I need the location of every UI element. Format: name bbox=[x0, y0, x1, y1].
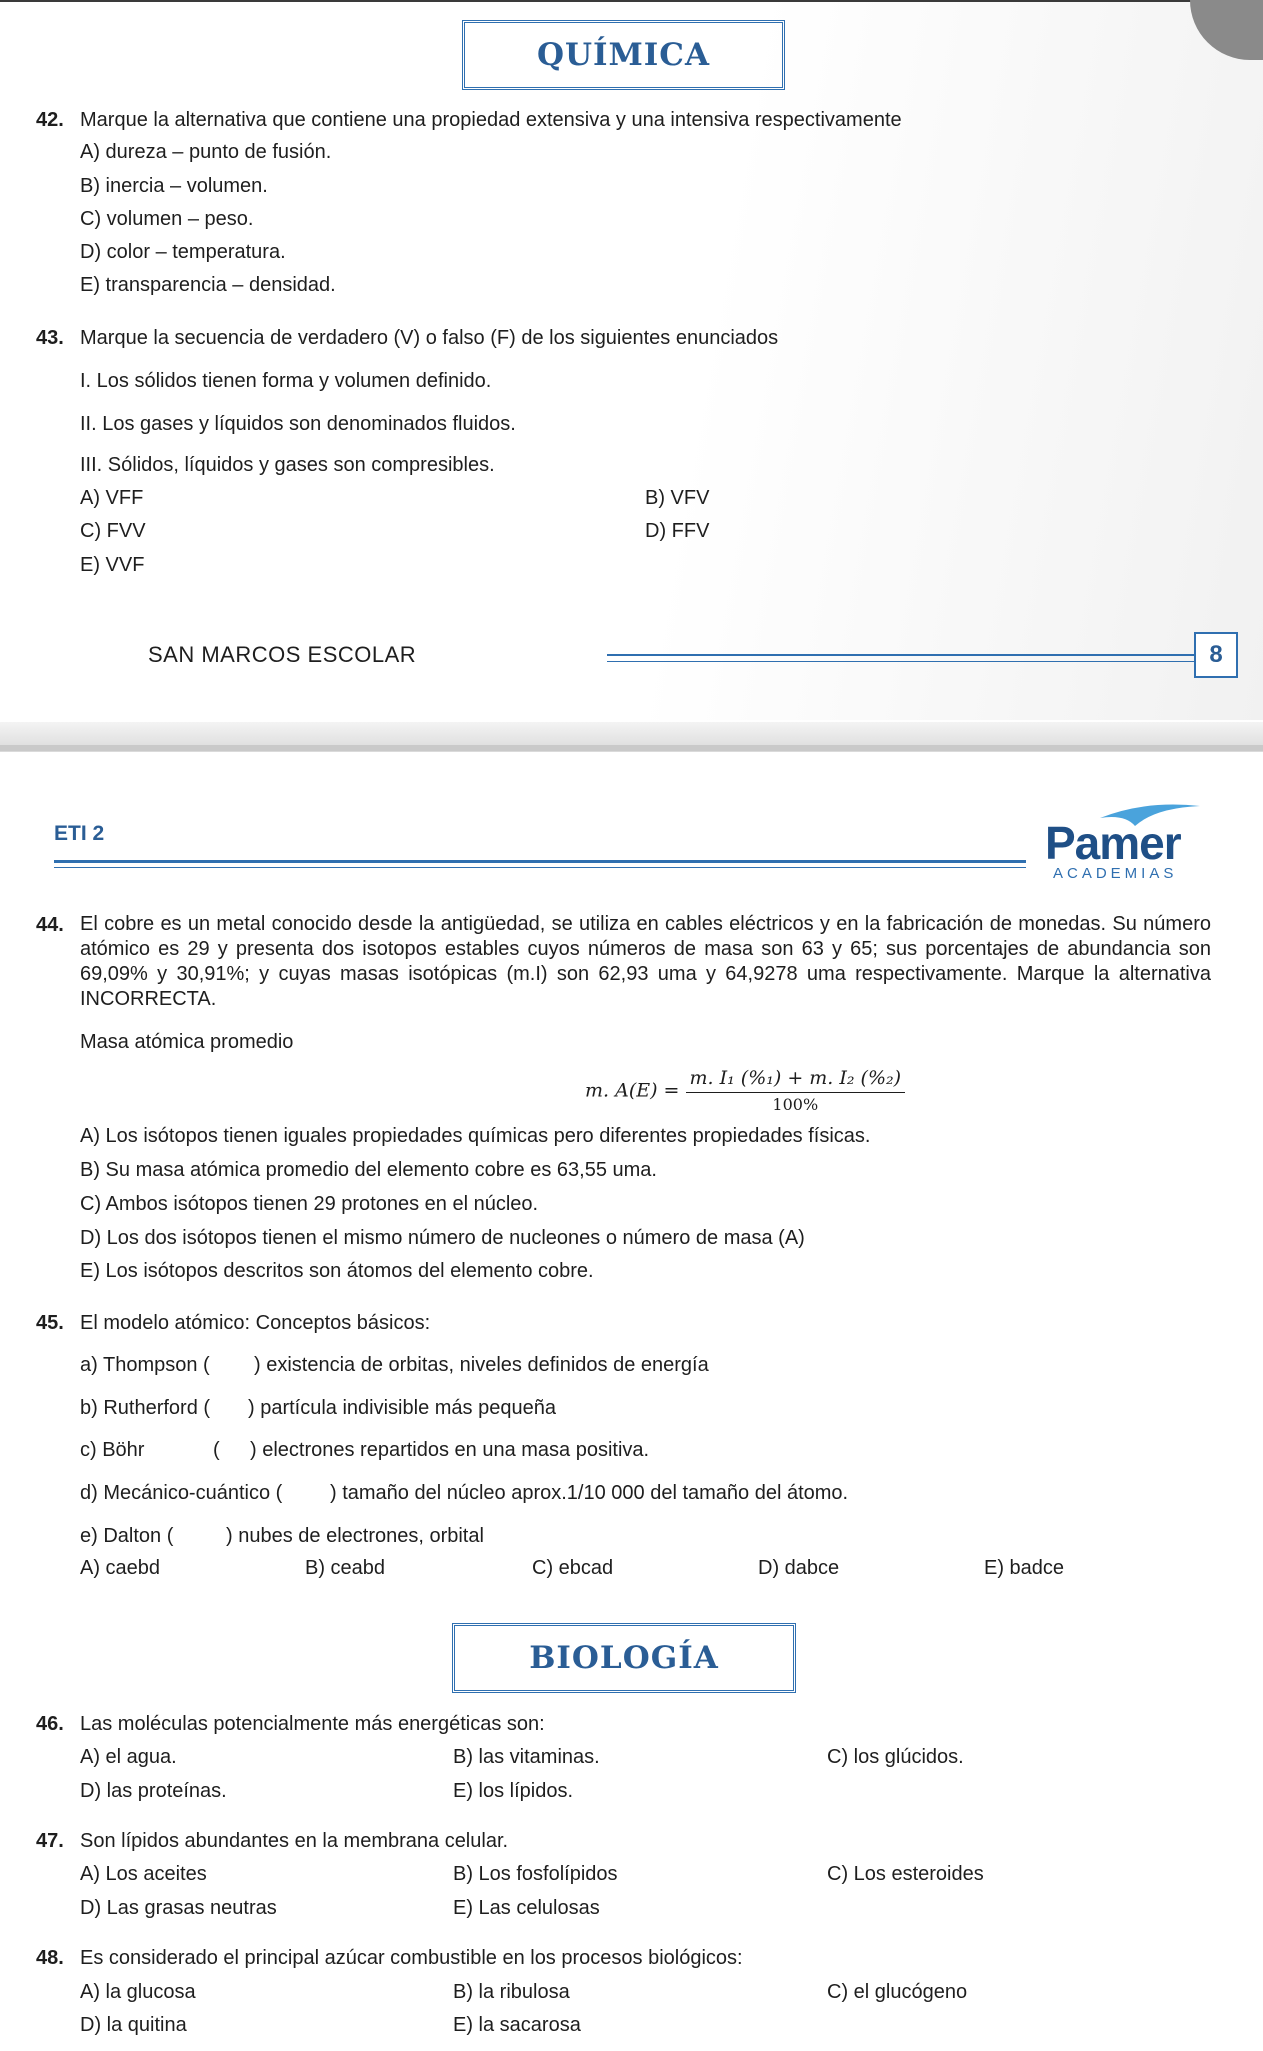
q48-option: A) la glucosa bbox=[80, 1981, 196, 2003]
q47-option: E) Las celulosas bbox=[453, 1897, 600, 1919]
q48-text: Es considerado el principal azúcar combustible en los procesos biológicos: bbox=[80, 1947, 743, 1969]
q43-number: 43. bbox=[36, 327, 64, 349]
footer-label: SAN MARCOS ESCOLAR bbox=[148, 642, 417, 667]
q46-text: Las moléculas potencialmente más energéticas son: bbox=[80, 1713, 545, 1735]
q46-option: A) el agua. bbox=[80, 1746, 177, 1768]
q45-option: D) dabce bbox=[758, 1557, 840, 1579]
section-title-quimica: QUÍMICA bbox=[462, 20, 785, 90]
q46-option: C) los glúcidos. bbox=[827, 1746, 964, 1768]
q45-item-right: ) electrones repartidos en una masa positiva. bbox=[250, 1439, 650, 1461]
q44-option: B) Su masa atómica promedio del elemento cobre es 63,55 uma. bbox=[80, 1159, 657, 1181]
q45-item-paren: ( bbox=[213, 1439, 220, 1461]
q44-text: El cobre es un metal conocido desde la antigüedad, se utiliza en cables eléctricos y en la fabricación de monedas. Su número atómico es 29 y presenta dos isotopos estables cuyos números de masa son 63 y 65; sus porcentajes de abundancia son 69,09% y 30,91%; y cuyas masas isotópicas (m.I) son 62,93 uma y 64,9278 uma respectivamente. Marque la alternativa INCORRECTA. bbox=[80, 913, 1211, 1010]
q45-item-right: ) tamaño del núcleo aprox.1/10 000 del tamaño del átomo. bbox=[330, 1482, 849, 1504]
q45-text: El modelo atómico: Conceptos básicos: bbox=[80, 1312, 431, 1334]
q48-option: E) la sacarosa bbox=[453, 2014, 581, 2036]
q47-option: A) Los aceites bbox=[80, 1863, 207, 1885]
q43-option: E) VVF bbox=[80, 554, 145, 576]
footer-rule-thin bbox=[607, 661, 1197, 662]
q47-text: Son lípidos abundantes en la membrana celular. bbox=[80, 1830, 509, 1852]
footer-rule bbox=[607, 654, 1197, 656]
q46-option: E) los lípidos. bbox=[453, 1780, 574, 1802]
q45-option: C) ebcad bbox=[532, 1557, 614, 1579]
q48-option: C) el glucógeno bbox=[827, 1981, 968, 2003]
q45-item-left: e) Dalton ( bbox=[80, 1525, 174, 1547]
q45-number: 45. bbox=[36, 1312, 64, 1334]
q44-number: 44. bbox=[36, 914, 64, 936]
formula-denominator: 100% bbox=[772, 1095, 819, 1114]
q42-option: A) dureza – punto de fusión. bbox=[80, 141, 332, 163]
logo-sub: ACADEMIAS bbox=[1053, 865, 1178, 882]
top-edge bbox=[0, 0, 1263, 2]
q43-statement: III. Sólidos, líquidos y gases son compresibles. bbox=[80, 454, 495, 476]
q43-statement: II. Los gases y líquidos son denominados fluidos. bbox=[80, 413, 516, 435]
q42-option: B) inercia – volumen. bbox=[80, 175, 268, 197]
q44-formula-label: Masa atómica promedio bbox=[80, 1031, 294, 1053]
pamer-logo bbox=[1045, 800, 1195, 885]
header-rule-thin bbox=[54, 867, 1026, 868]
q45-item-right: ) partícula indivisible más pequeña bbox=[248, 1397, 556, 1419]
q47-option: B) Los fosfolípidos bbox=[453, 1863, 618, 1885]
page-number-box bbox=[1194, 632, 1238, 678]
q43-statement: I. Los sólidos tienen forma y volumen definido. bbox=[80, 370, 492, 392]
q44-option: A) Los isótopos tienen iguales propiedades químicas pero diferentes propiedades físicas. bbox=[80, 1125, 871, 1147]
section-title-biologia: BIOLOGÍA bbox=[452, 1623, 796, 1693]
page-gap-shadow bbox=[0, 745, 1263, 751]
formula-fraction bbox=[686, 1067, 906, 1114]
formula-numerator: m. I₁ (%₁) + m. I₂ (%₂) bbox=[686, 1067, 906, 1093]
q48-number: 48. bbox=[36, 1947, 64, 1969]
q46-option: B) las vitaminas. bbox=[453, 1746, 600, 1768]
q43-option: A) VFF bbox=[80, 487, 144, 509]
q44-option: D) Los dos isótopos tienen el mismo número de nucleones o número de masa (A) bbox=[80, 1227, 805, 1249]
q45-item-left: b) Rutherford ( bbox=[80, 1397, 211, 1419]
q48-option: D) la quitina bbox=[80, 2014, 187, 2036]
formula-lhs: m. A(E) = bbox=[585, 1079, 680, 1102]
q42-option: C) volumen – peso. bbox=[80, 208, 254, 230]
q45-option: B) ceabd bbox=[305, 1557, 386, 1579]
q48-option: B) la ribulosa bbox=[453, 1981, 570, 2003]
q46-number: 46. bbox=[36, 1713, 64, 1735]
q45-item-left: a) Thompson ( bbox=[80, 1354, 210, 1376]
page-number: 8 bbox=[1209, 641, 1223, 668]
header-rule bbox=[54, 860, 1026, 863]
q47-option: D) Las grasas neutras bbox=[80, 1897, 277, 1919]
q43-option: C) FVV bbox=[80, 520, 146, 542]
q44-option: E) Los isótopos descritos son átomos del elemento cobre. bbox=[80, 1260, 594, 1282]
q44-formula bbox=[585, 1067, 905, 1114]
header-label: ETI 2 bbox=[54, 822, 105, 845]
q43-option: B) VFV bbox=[645, 487, 710, 509]
q45-item-right: ) nubes de electrones, orbital bbox=[226, 1525, 484, 1547]
q42-option: D) color – temperatura. bbox=[80, 241, 286, 263]
q42-number: 42. bbox=[36, 109, 64, 131]
q47-number: 47. bbox=[36, 1830, 64, 1852]
q45-item-left: c) Böhr bbox=[80, 1439, 145, 1461]
q42-text: Marque la alternativa que contiene una propiedad extensiva y una intensiva respectivamente bbox=[80, 109, 902, 131]
q45-option: E) badce bbox=[984, 1557, 1065, 1579]
q46-option: D) las proteínas. bbox=[80, 1780, 227, 1802]
q43-option: D) FFV bbox=[645, 520, 710, 542]
q47-option: C) Los esteroides bbox=[827, 1863, 984, 1885]
q44-option: C) Ambos isótopos tienen 29 protones en el núcleo. bbox=[80, 1193, 539, 1215]
q45-item-right: ) existencia de orbitas, niveles definidos de energía bbox=[254, 1354, 709, 1376]
q45-option: A) caebd bbox=[80, 1557, 161, 1579]
q42-option: E) transparencia – densidad. bbox=[80, 274, 336, 296]
q45-item-left: d) Mecánico-cuántico ( bbox=[80, 1482, 283, 1504]
q43-text: Marque la secuencia de verdadero (V) o falso (F) de los siguientes enunciados bbox=[80, 327, 779, 349]
logo-name: Pamer bbox=[1045, 817, 1181, 869]
